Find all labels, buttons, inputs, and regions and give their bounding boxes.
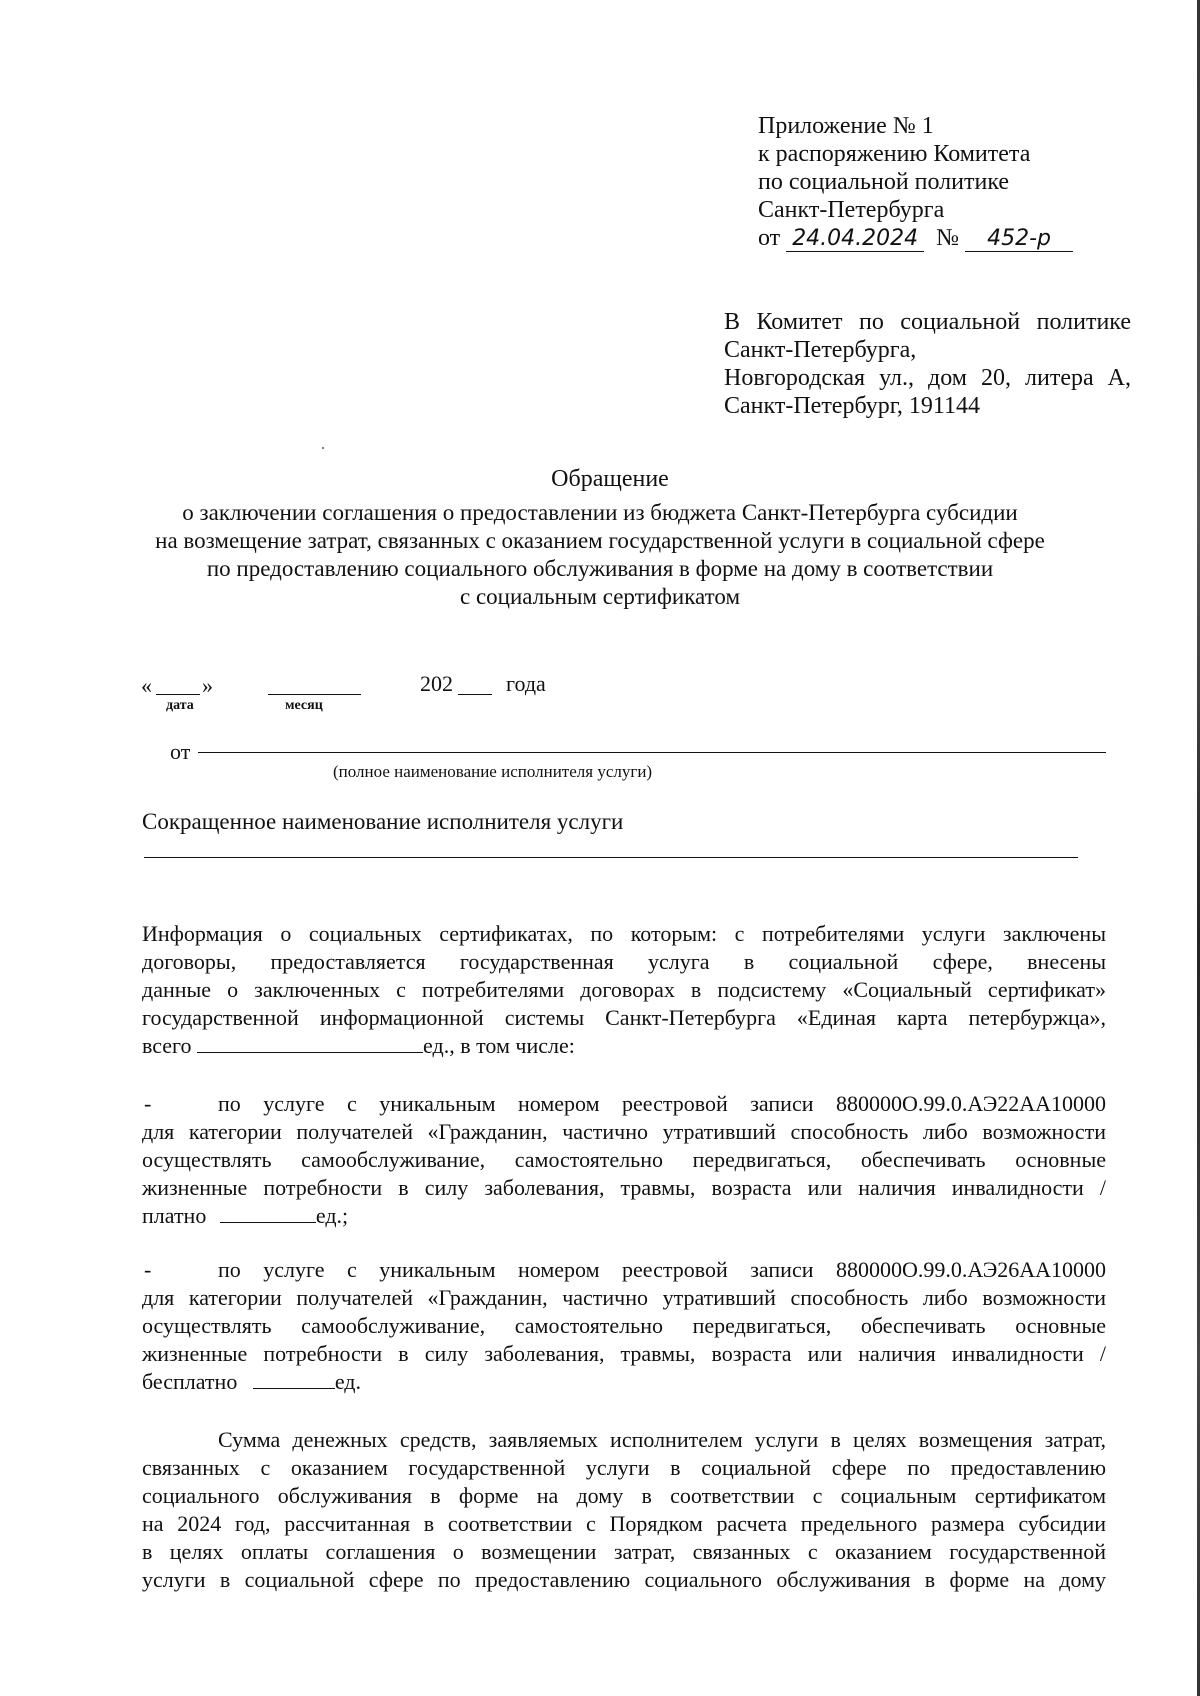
item-2-line-4: жизненные потребности в силу заболевания, травмы, возраста или наличия инвалидности / (142, 1341, 1106, 1366)
item-2-line-3: осуществлять самообслуживание, самостоятельно передвигаться, обеспечивать основные (142, 1313, 1106, 1338)
item-2-free-suffix: ед. (334, 1369, 361, 1394)
full-name-caption: (полное наименование исполнителя услуги) (333, 762, 653, 781)
item-2-count-blank (253, 1368, 335, 1389)
item-1-paid-suffix: ед.; (315, 1203, 349, 1228)
info-line-3: данные о заключенных с потребителями договорах в подсистему «Социальный сертификат» (142, 977, 1106, 1002)
info-total-suffix: ед., в том числе: (423, 1033, 575, 1058)
sum-line-5: в целях оплаты соглашения о возмещении затрат, связанных с оказанием государственной (142, 1539, 1106, 1564)
short-name-blank (144, 857, 1078, 858)
appendix-number-sign: № (936, 225, 960, 251)
item-1-line-4: жизненные потребности в силу заболевания, травмы, возраста или наличия инвалидности / (142, 1175, 1106, 1200)
appendix-line-3: по социальной политике (758, 169, 1010, 195)
item-1-line-1: по услуге с уникальным номером реестровой записи 880000О.99.0.АЭ22АА10000 (218, 1091, 1106, 1116)
addressee-line-3: Новгородская ул., дом 20, литера А, (724, 365, 1131, 391)
item-1-dash: - (144, 1091, 152, 1116)
info-line-4: государственной информационной системы Санкт-Петербурга «Единая карта петербуржца», (142, 1005, 1106, 1030)
item-1-line-3: осуществлять самообслуживание, самостоятельно передвигаться, обеспечивать основные (142, 1147, 1106, 1172)
appendix-date-prefix: от (758, 225, 781, 251)
addressee-line-1: В Комитет по социальной политике (724, 309, 1131, 335)
info-line-1: Информация о социальных сертификатах, по которым: с потребителями услуги заключены (142, 921, 1106, 946)
addressee-line-2: Санкт-Петербурга, (724, 337, 917, 363)
day-caption: дата (166, 698, 194, 713)
info-total-prefix: всего (142, 1033, 192, 1058)
sum-line-6: услуги в социальной сфере по предоставлению социального обслуживания в форме на дому (142, 1567, 1106, 1592)
from-prefix: от (170, 739, 191, 764)
date-close-quote: » (202, 673, 213, 698)
document-heading: Обращение (551, 466, 669, 492)
short-name-label: Сокращенное наименование исполнителя услуги (142, 809, 624, 834)
item-1-line-2: для категории получателей «Гражданин, частично утративший способность либо возможности (142, 1119, 1106, 1144)
appendix-line-4: Санкт-Петербурга (758, 197, 945, 223)
year-suffix: года (506, 671, 546, 696)
full-name-blank (198, 752, 1106, 753)
year-blank (458, 694, 492, 695)
appendix-date-line (758, 224, 1073, 252)
total-count-blank (197, 1032, 423, 1053)
appendix-number-handwritten: 452-р (965, 227, 1073, 252)
appendix-line-2: к распоряжению Комитета (758, 141, 1031, 167)
sum-line-1: Сумма денежных средств, заявляемых исполнителем услуги в целях возмещения затрат, (218, 1427, 1106, 1452)
sum-line-3: социального обслуживания в форме на дому в соответствии с социальным сертификатом (142, 1483, 1106, 1508)
sum-line-2: связанных с оказанием государственной услуги в социальной сфере по предоставлению (142, 1455, 1106, 1480)
item-2-line-2: для категории получателей «Гражданин, частично утративший способность либо возможности (142, 1285, 1106, 1310)
item-1-paid-prefix: платно (142, 1203, 207, 1228)
item-2-line-1: по услуге с уникальным номером реестровой записи 880000О.99.0.АЭ26АА10000 (218, 1257, 1106, 1282)
item-1-count-blank (220, 1202, 316, 1223)
title-line-2: на возмещение затрат, связанных с оказанием государственной услуги в социальной сфере (155, 528, 1045, 553)
info-line-2: договоры, предоставляется государственная услуга в социальной сфере, внесены (142, 949, 1106, 974)
title-line-1: о заключении соглашения о предоставлении из бюджета Санкт-Петербурга субсидии (182, 500, 1018, 525)
scan-speck (322, 447, 324, 449)
sum-line-4: на 2024 год, рассчитанная в соответствии с Порядком расчета предельного размера субсидии (142, 1511, 1106, 1536)
title-line-4: с социальным сертификатом (460, 584, 740, 609)
item-1-last-line (142, 1202, 348, 1230)
appendix-line-1: Приложение № 1 (758, 113, 934, 139)
item-2-free-prefix: бесплатно (142, 1369, 238, 1394)
item-2-dash: - (144, 1257, 152, 1282)
date-open-quote: « (141, 673, 152, 698)
item-2-last-line (142, 1368, 361, 1396)
title-line-3: по предоставлению социального обслуживания в форме на дому в соответствии (206, 556, 994, 581)
appendix-date-handwritten: 24.04.2024 (786, 227, 924, 252)
day-blank (156, 694, 200, 695)
info-total-line (142, 1032, 575, 1060)
month-blank (268, 694, 361, 695)
year-prefix: 202 (420, 671, 453, 696)
addressee-line-4: Санкт-Петербург, 191144 (724, 393, 980, 419)
month-caption: месяц (285, 698, 323, 713)
